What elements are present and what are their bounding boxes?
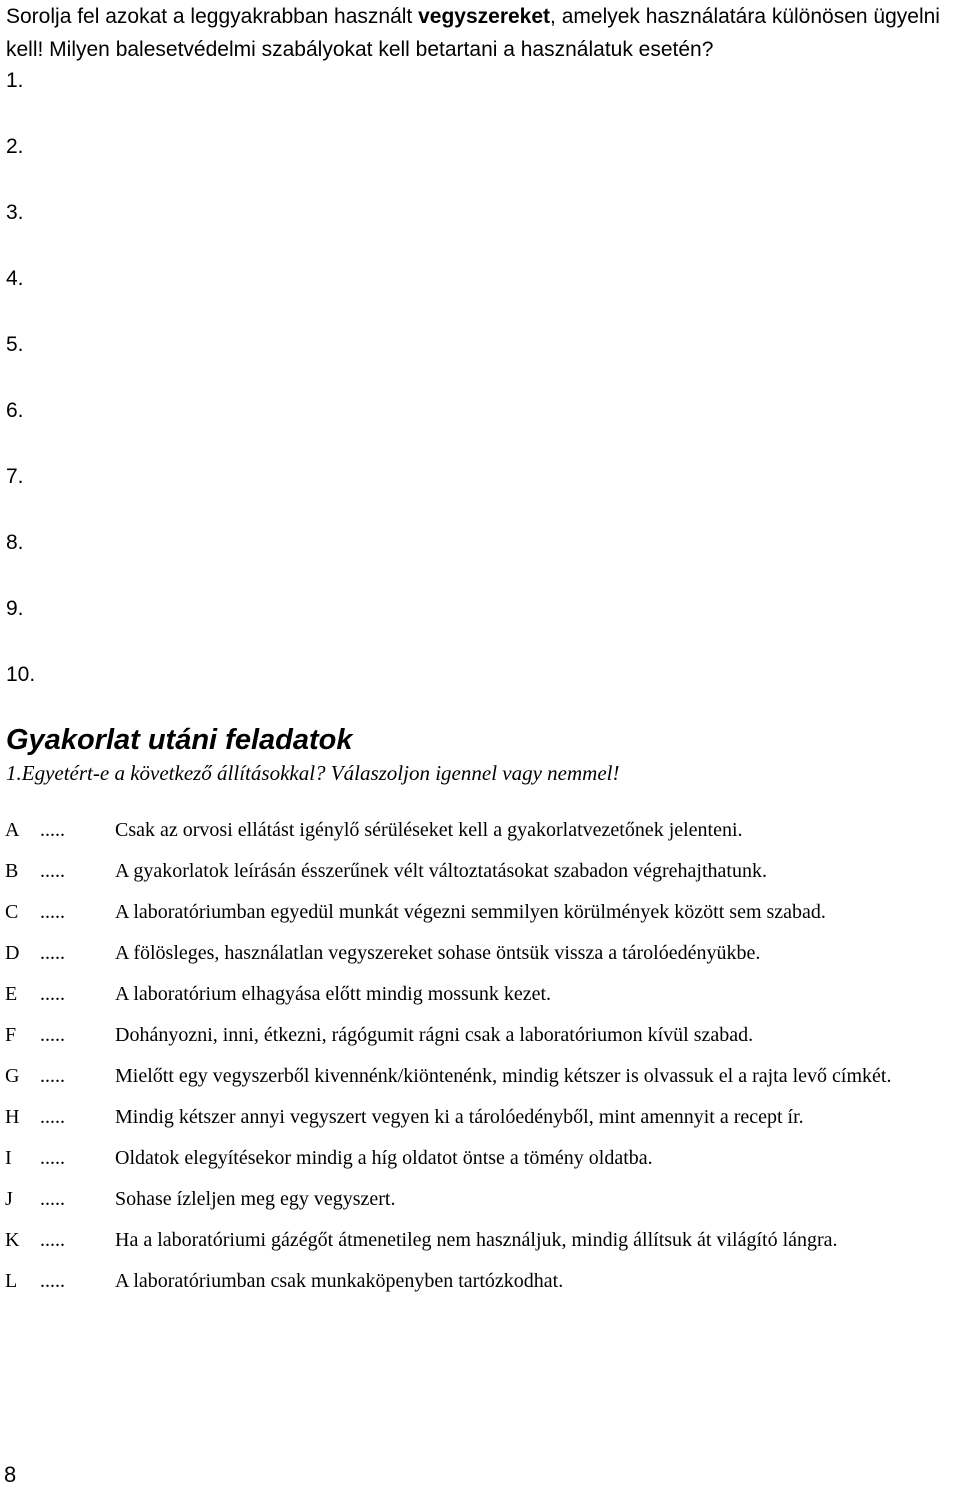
statement-text: Dohányozni, inni, étkezni, rágógumit rágni csak a laboratóriumon kívül szabad. [115,1024,754,1046]
statement-letter: B [5,860,19,882]
answer-blank: ..... [40,1106,65,1128]
answer-blank: ..... [40,860,65,882]
answer-blank: ..... [40,1229,65,1251]
answer-blank: ..... [40,1270,65,1292]
statement-letter: E [5,983,18,1005]
page-number: 8 [4,1462,17,1487]
statement-text: Sohase ízleljen meg egy vegyszert. [115,1188,396,1210]
statement-letter: J [5,1188,13,1210]
statement-letter: G [5,1065,20,1087]
statement-text: A gyakorlatok leírásán ésszerűnek vélt változtatásokat szabadon végrehajthatunk. [115,860,767,882]
answer-blank: ..... [40,942,65,964]
intro-paragraph [6,0,956,66]
statement-row [0,1015,960,1056]
statement-list [0,810,960,1302]
statement-letter: L [5,1270,18,1292]
statement-row [0,1097,960,1138]
answer-blank: ..... [40,901,65,923]
task-instruction: 1.Egyetért-e a következő állításokkal? Válaszoljon igennel vagy nemmel! [6,761,620,785]
statement-text: Mindig kétszer annyi vegyszert vegyen ki a tárolóedényből, mint amennyit a recept ír. [115,1106,804,1128]
list-item-number: 2. [6,135,24,158]
statement-text: A fölösleges, használatlan vegyszereket sohase öntsük vissza a tárolóedényükbe. [115,942,761,964]
list-item-number: 9. [6,597,24,620]
statement-letter: A [5,819,20,841]
list-item-number: 8. [6,531,24,554]
statement-row [0,810,960,851]
numbered-list [6,64,35,724]
statement-letter: I [5,1147,12,1169]
answer-blank: ..... [40,1024,65,1046]
list-item-number: 1. [6,69,24,92]
answer-blank: ..... [40,1065,65,1087]
intro-text-start: Sorolja fel azokat a leggyakrabban használt [6,5,419,28]
intro-text-end: , amelyek használatára különösen ügyelni kell! Milyen balesetvédelmi szabályokat kell betartani a használatuk esetén? [6,5,940,61]
statement-row [0,974,960,1015]
statement-row [0,892,960,933]
statement-row [0,1056,960,1097]
section-title: Gyakorlat utáni feladatok [6,724,353,756]
list-item-number: 7. [6,465,24,488]
statement-row [0,1220,960,1261]
statement-text: Csak az orvosi ellátást igénylő sérüléseket kell a gyakorlatvezetőnek jelenteni. [115,819,743,841]
intro-bold-term: vegyszereket [418,5,551,28]
statement-row [0,933,960,974]
statement-text: A laboratórium elhagyása előtt mindig mossunk kezet. [115,983,552,1005]
statement-row [0,1138,960,1179]
list-item-number: 6. [6,399,24,422]
statement-row [0,1261,960,1302]
answer-blank: ..... [40,1147,65,1169]
statement-letter: K [5,1229,20,1251]
statement-letter: C [5,901,19,923]
statement-letter: F [5,1024,17,1046]
answer-blank: ..... [40,983,65,1005]
statement-text: A laboratóriumban csak munkaköpenyben tartózkodhat. [115,1270,564,1292]
statement-letter: D [5,942,20,964]
answer-blank: ..... [40,819,65,841]
statement-text: Ha a laboratóriumi gázégőt átmenetileg nem használjuk, mindig állítsuk át világító lángra. [115,1229,838,1251]
statement-row [0,851,960,892]
list-item-number: 5. [6,333,24,356]
statement-letter: H [5,1106,20,1128]
statement-text: Mielőtt egy vegyszerből kivennénk/kiöntenénk, mindig kétszer is olvassuk el a rajta levő címkét. [115,1065,892,1087]
list-item-number: 3. [6,201,24,224]
answer-blank: ..... [40,1188,65,1210]
statement-row [0,1179,960,1220]
statement-text: Oldatok elegyítésekor mindig a híg oldatot öntse a tömény oldatba. [115,1147,653,1169]
list-item-number: 4. [6,267,24,290]
list-item-number: 10. [6,663,36,686]
statement-text: A laboratóriumban egyedül munkát végezni semmilyen körülmények között sem szabad. [115,901,826,923]
